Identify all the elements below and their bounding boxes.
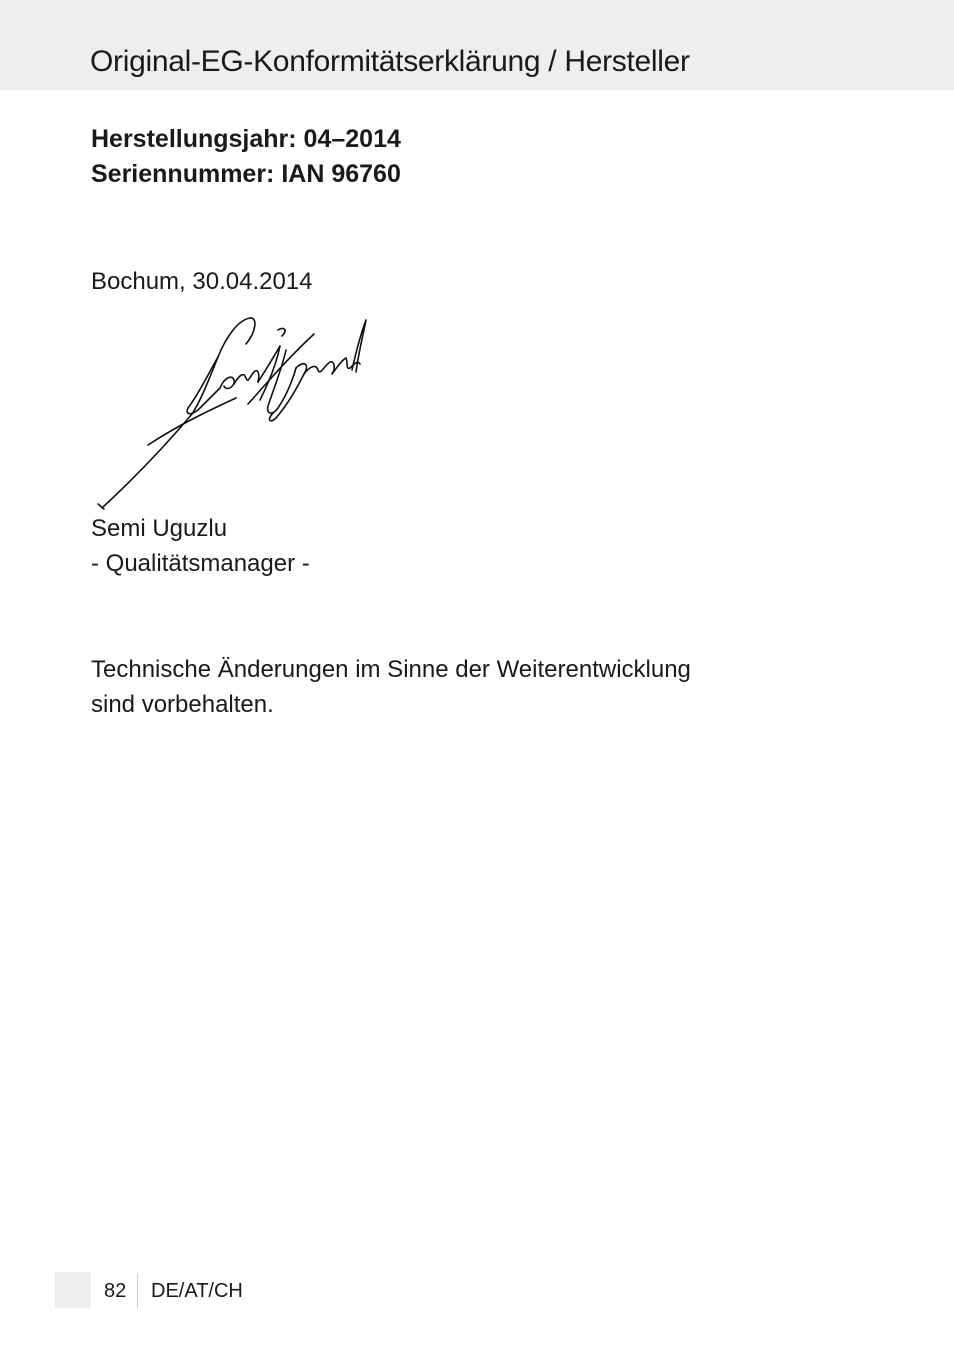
- footer-divider: [137, 1274, 138, 1308]
- technical-notice: [91, 652, 791, 722]
- notice-line-1: Technische Änderungen im Sinne der Weiterentwicklung: [91, 656, 691, 683]
- serial-number: Seriennummer: IAN 96760: [91, 160, 401, 188]
- notice-line-2: sind vorbehalten.: [91, 691, 274, 718]
- product-meta: [91, 122, 401, 192]
- signer-name: Semi Uguzlu: [91, 515, 228, 542]
- manufacture-year: Herstellungsjahr: 04–2014: [91, 125, 401, 153]
- footer-region: DE/AT/CH: [151, 1280, 243, 1302]
- signer-role: - Qualitätsmanager -: [91, 550, 310, 577]
- place-date: Bochum, 30.04.2014: [91, 268, 313, 295]
- signer-block: [91, 511, 310, 581]
- footer-box: [55, 1272, 91, 1308]
- page-title: Original-EG-Konformitätserklärung / Hersteller: [90, 45, 690, 78]
- signature-image: [90, 312, 380, 517]
- page-number: 82: [104, 1280, 127, 1302]
